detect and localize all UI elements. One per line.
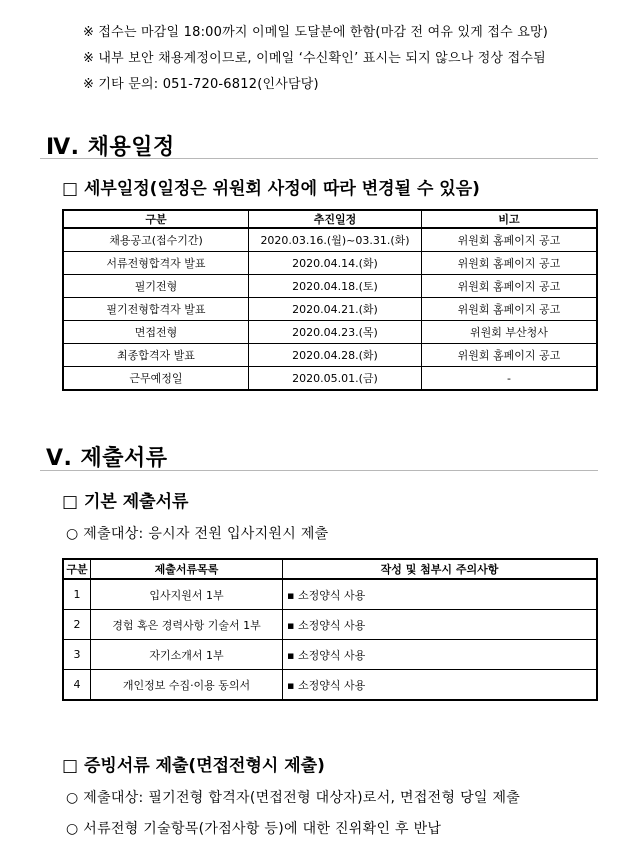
table-cell: 최종합격자 발표 bbox=[63, 344, 249, 367]
table-cell: 경험 혹은 경력사항 기술서 1부 bbox=[91, 610, 283, 640]
section-divider bbox=[40, 470, 598, 471]
evidence-verification-text: ○ 서류전형 기술항목(가점사항 등)에 대한 진위확인 후 반납 bbox=[66, 821, 442, 837]
column-header: 비고 bbox=[422, 210, 598, 228]
table-row bbox=[63, 252, 597, 275]
table-cell: 2 bbox=[63, 610, 91, 640]
column-header: 구분 bbox=[63, 559, 91, 579]
evidence-target-text: ○ 제출대상: 필기전형 합격자(면접전형 대상자)로서, 면접전형 당일 제출 bbox=[66, 790, 521, 806]
table-cell: ▪ 소정양식 사용 bbox=[283, 579, 598, 610]
section-title-schedule: Ⅳ. 채용일정 bbox=[46, 135, 175, 160]
table-cell: 4 bbox=[63, 670, 91, 701]
table-cell: 위원회 홈페이지 공고 bbox=[422, 344, 598, 367]
table-row bbox=[63, 228, 597, 252]
table-cell: 위원회 홈페이지 공고 bbox=[422, 298, 598, 321]
schedule-table bbox=[62, 209, 598, 391]
table-row bbox=[63, 321, 597, 344]
section-divider bbox=[40, 158, 598, 159]
table-cell: 위원회 홈페이지 공고 bbox=[422, 228, 598, 252]
note-security: ※ 내부 보안 채용계정이므로, 이메일 ‘수신확인’ 표시는 되지 않으나 정상 접수됨 bbox=[83, 51, 546, 66]
note-contact: ※ 기타 문의: 051-720-6812(인사담당) bbox=[83, 77, 319, 92]
table-cell: 입사지원서 1부 bbox=[91, 579, 283, 610]
table-cell: 근무예정일 bbox=[63, 367, 249, 391]
table-cell: 2020.05.01.(금) bbox=[249, 367, 422, 391]
table-cell: 위원회 부산청사 bbox=[422, 321, 598, 344]
table-row bbox=[63, 610, 597, 640]
table-cell: - bbox=[422, 367, 598, 391]
table-row bbox=[63, 298, 597, 321]
column-header: 구분 bbox=[63, 210, 249, 228]
table-cell: 채용공고(접수기간) bbox=[63, 228, 249, 252]
table-header-row bbox=[63, 559, 597, 579]
table-cell: 면접전형 bbox=[63, 321, 249, 344]
table-cell: 2020.04.14.(화) bbox=[249, 252, 422, 275]
table-cell: 2020.04.18.(토) bbox=[249, 275, 422, 298]
table-cell: 2020.03.16.(월)~03.31.(화) bbox=[249, 228, 422, 252]
section-title-documents: Ⅴ. 제출서류 bbox=[46, 446, 168, 471]
subtitle-basic-documents: □ 기본 제출서류 bbox=[62, 492, 189, 512]
table-cell: 1 bbox=[63, 579, 91, 610]
column-header: 제출서류목록 bbox=[91, 559, 283, 579]
table-row bbox=[63, 579, 597, 610]
table-cell: 필기전형 bbox=[63, 275, 249, 298]
table-row bbox=[63, 275, 597, 298]
table-cell: 위원회 홈페이지 공고 bbox=[422, 275, 598, 298]
subtitle-detailed-schedule: □ 세부일정(일정은 위원회 사정에 따라 변경될 수 있음) bbox=[62, 179, 480, 199]
table-cell: ▪ 소정양식 사용 bbox=[283, 670, 598, 701]
table-cell: 2020.04.28.(화) bbox=[249, 344, 422, 367]
table-cell: 자기소개서 1부 bbox=[91, 640, 283, 670]
table-cell: 개인정보 수집·이용 동의서 bbox=[91, 670, 283, 701]
note-deadline: ※ 접수는 마감일 18:00까지 이메일 도달분에 한함(마감 전 여유 있게 접수 요망) bbox=[83, 25, 548, 40]
table-cell: 2020.04.23.(목) bbox=[249, 321, 422, 344]
column-header: 추진일정 bbox=[249, 210, 422, 228]
table-cell: ▪ 소정양식 사용 bbox=[283, 610, 598, 640]
table-cell: 위원회 홈페이지 공고 bbox=[422, 252, 598, 275]
table-row bbox=[63, 344, 597, 367]
table-cell: 3 bbox=[63, 640, 91, 670]
column-header: 작성 및 첨부시 주의사항 bbox=[283, 559, 598, 579]
table-row bbox=[63, 640, 597, 670]
basic-target-text: ○ 제출대상: 응시자 전원 입사지원시 제출 bbox=[66, 526, 329, 542]
table-cell: 필기전형합격자 발표 bbox=[63, 298, 249, 321]
table-cell: 서류전형합격자 발표 bbox=[63, 252, 249, 275]
table-header-row bbox=[63, 210, 597, 228]
subtitle-evidence-documents: □ 증빙서류 제출(면접전형시 제출) bbox=[62, 756, 325, 776]
documents-table bbox=[62, 558, 598, 701]
table-row bbox=[63, 367, 597, 391]
table-row bbox=[63, 670, 597, 701]
table-cell: ▪ 소정양식 사용 bbox=[283, 640, 598, 670]
table-cell: 2020.04.21.(화) bbox=[249, 298, 422, 321]
